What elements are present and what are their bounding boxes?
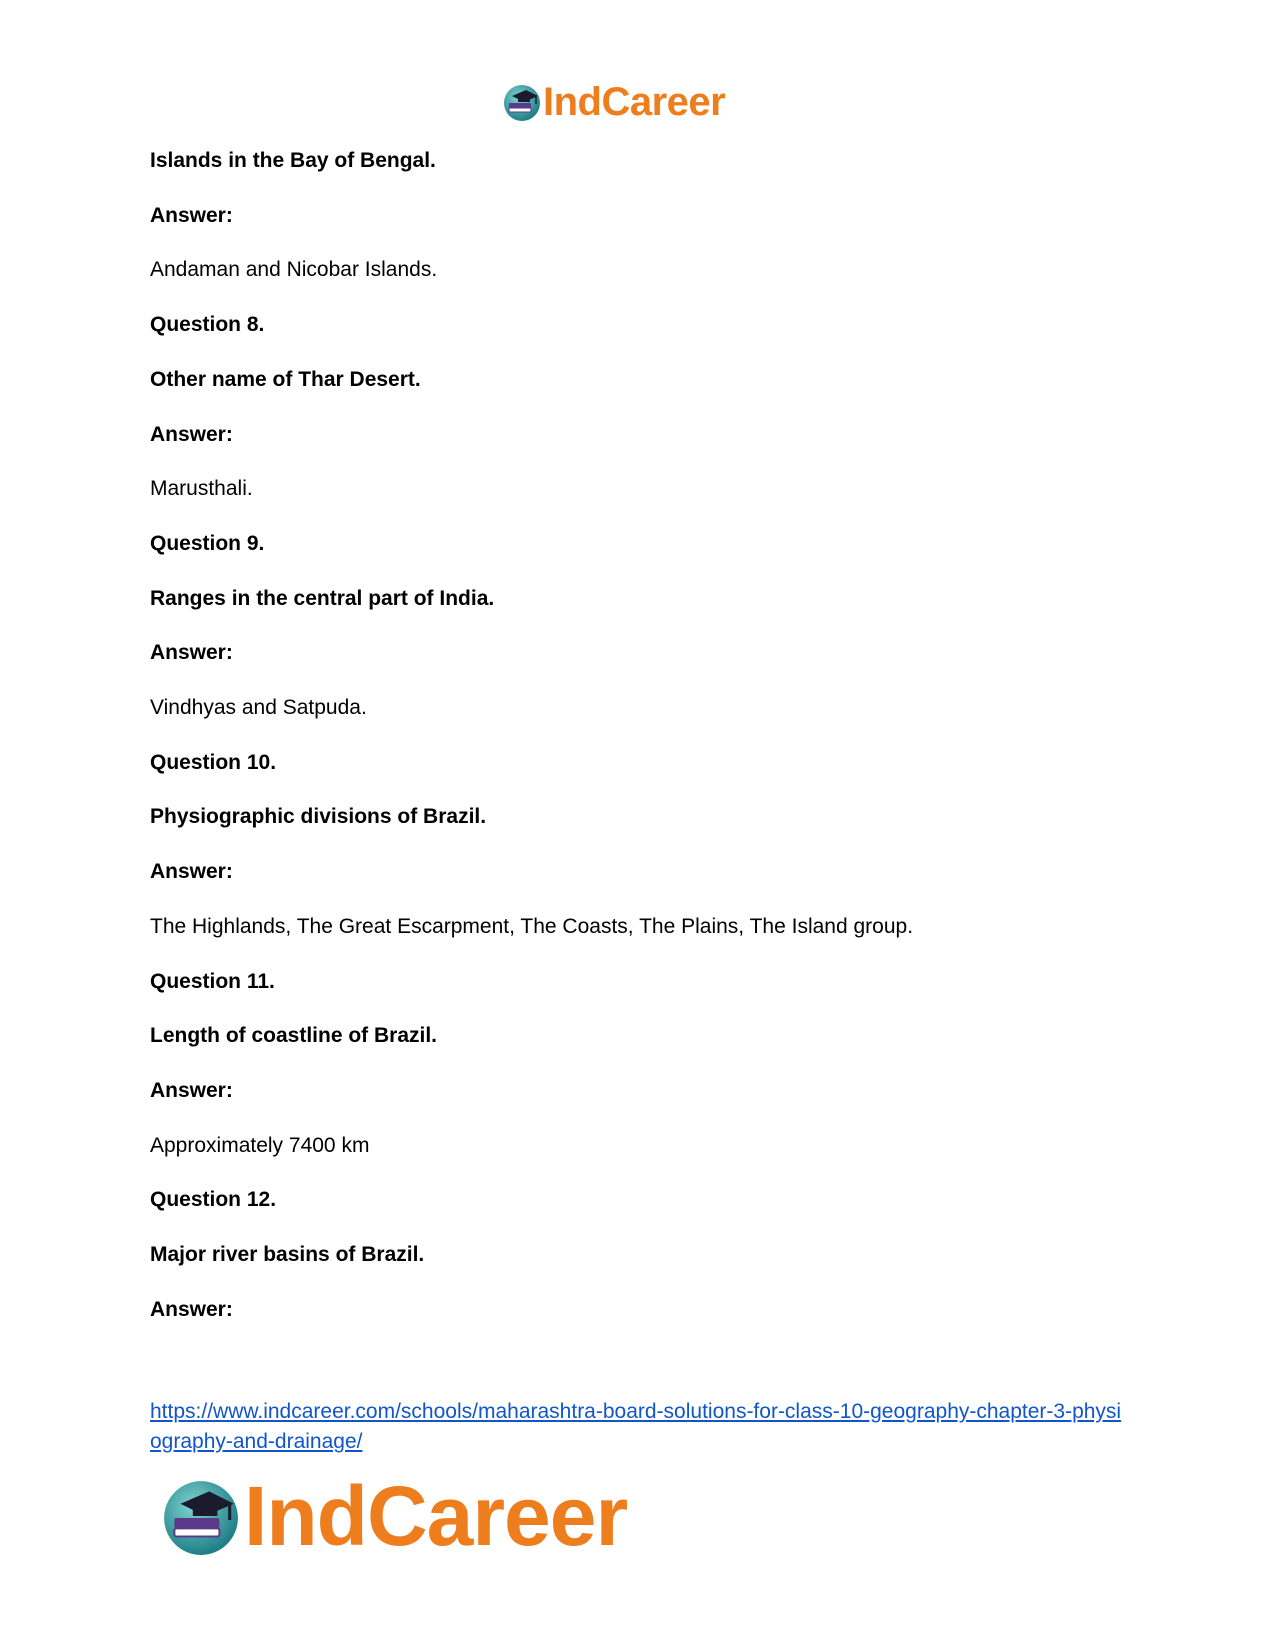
answer-text: Vindhyas and Satpuda.: [150, 696, 367, 719]
question-text: Length of coastline of Brazil.: [150, 1024, 438, 1047]
answer-label: Answer:: [150, 204, 233, 227]
answer-text: Andaman and Nicobar Islands.: [150, 258, 438, 281]
question-number: Question 12.: [150, 1188, 277, 1211]
answer-label: Answer:: [150, 641, 233, 664]
question-number: Question 11.: [150, 970, 275, 993]
question-number: Question 8.: [150, 313, 265, 336]
question-text: Physiographic divisions of Brazil.: [150, 805, 487, 828]
question-number: Question 9.: [150, 532, 265, 555]
question-number: Question 10.: [150, 751, 277, 774]
brand-name: IndCareer: [543, 80, 726, 124]
answer-label: Answer:: [150, 423, 233, 446]
brand-name: IndCareer: [244, 1469, 628, 1563]
footer-logo: [160, 1466, 627, 1566]
answer-text: Marusthali.: [150, 477, 253, 500]
question-text: Islands in the Bay of Bengal.: [150, 149, 436, 172]
answer-text: Approximately 7400 km: [150, 1134, 370, 1157]
header-logo: [502, 78, 725, 126]
question-text: Major river basins of Brazil.: [150, 1243, 425, 1266]
graduation-cap-globe-icon: [502, 82, 542, 122]
source-link[interactable]: https://www.indcareer.com/schools/maharashtra-board-solutions-for-class-10-geography-chapter-3-physiography-and-drainage/: [150, 1400, 1122, 1453]
answer-label: Answer:: [150, 1298, 233, 1321]
answer-label: Answer:: [150, 1079, 233, 1102]
question-text: Ranges in the central part of India.: [150, 587, 495, 610]
answer-label: Answer:: [150, 860, 233, 883]
graduation-cap-globe-icon: [160, 1475, 242, 1557]
question-text: Other name of Thar Desert.: [150, 368, 421, 391]
answer-text: The Highlands, The Great Escarpment, The Coasts, The Plains, The Island group.: [150, 915, 914, 938]
